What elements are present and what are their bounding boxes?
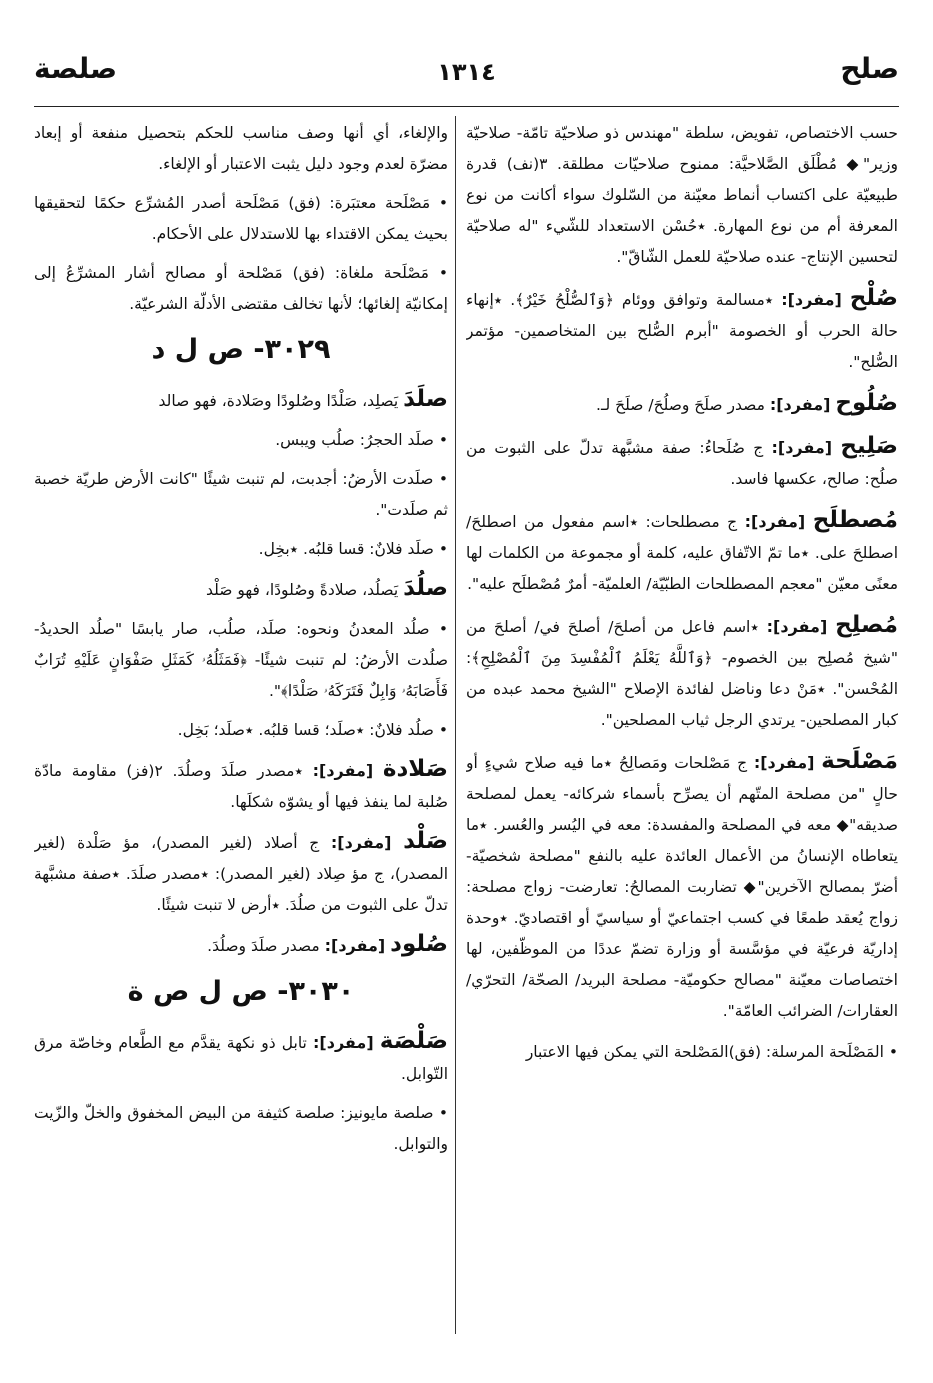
entry-headword: صَلادة — [382, 756, 448, 782]
entry-headword: صَلِيح — [840, 433, 898, 459]
entry-headword: صَلْصَة — [379, 1028, 448, 1054]
header-right-guide-word: صلح — [840, 52, 899, 85]
dictionary-entry — [34, 573, 448, 606]
dictionary-entry — [466, 388, 898, 421]
entry-text: ج أصلاد (لغير المصدر)، مؤ صَلْدة (لغير المصدر)، ج مؤ صِلاد (لغير المصدر): ٭مصدر صلَدَ. ٭صفة مشبَّهة تدلّ على الثبوت من صلُدَ. ٭أرض لا تنبت شيئًا. — [34, 834, 448, 914]
entry-text: • صلُد فلانٌ: ٭صلَد؛ قسا قلبُه. ٭صلَد؛ بَخِل. — [177, 721, 448, 739]
dictionary-entry — [34, 534, 448, 565]
dictionary-entry — [34, 1098, 448, 1160]
entry-text: يَصلُد، صلادةً وصُلودًا، فهو صَلْد — [206, 581, 399, 599]
entry-pos: [مفرد]: — [769, 395, 831, 414]
entry-text: حسب الاختصاص، تفويض، سلطة "مهندس ذو صلاحيّة تامّة- صلاحيّة وزير"◆ مُطْلَق الصَّلاحيَّة: ممنوح صلاحيّات مطلقة. ٣(نف) قدرة طبيعيّة على اكتساب أنماط معيّنة من السّلوك سواء أكانت من نوع المعرفة أم من نوع المهارة. ٭حُسْن الاستعداد للشّيء "له صلاحيّة لتحسين الإنتاج- عنده صلاحيّة للعمل الشّاقّ". — [466, 124, 898, 266]
dictionary-entry — [34, 384, 448, 417]
entry-text: • صلَدت الأرضُ: أجدبت، لم تنبت شيئًا "كانت الأرض طريّة خصبة ثم صلَدت". — [34, 470, 448, 519]
column-divider — [455, 116, 456, 1334]
entry-pos: [مفرد]: — [771, 438, 833, 457]
left-column — [34, 118, 448, 1338]
dictionary-entry — [466, 283, 898, 378]
entry-pos: [مفرد]: — [324, 936, 386, 955]
entry-headword: صَلْد — [403, 828, 448, 854]
dictionary-entry — [466, 1037, 898, 1068]
dictionary-entry — [466, 746, 898, 1027]
header-rule — [34, 106, 899, 107]
page-number: ١٣١٤ — [437, 58, 496, 86]
entry-headword: صلُدَ — [403, 575, 448, 601]
dictionary-entry — [34, 464, 448, 526]
entry-text: • مَصْلَحة معتبَرة: (فق) مَصْلَحة أصدر المُشرِّع حكمًا لتحقيقها بحيث يمكن الاقتداء بها للاستدلال على الأحكام. — [34, 194, 448, 243]
entry-text: يَصلِد، صَلْدًا وصُلودًا وصَلادة، فهو صالد — [158, 392, 399, 410]
entry-text: ج صُلَحاءُ: صفة مشبَّهة تدلّ على الثبوت من صلُح: صالح، عكسها فاسد. — [466, 439, 898, 488]
entry-text: • صلَد الحجرُ: صلُب ويبس. — [275, 431, 448, 449]
dictionary-entry — [34, 188, 448, 250]
entry-text: ج مَصْلحات ومَصالِحُ ٭ما فيه صلاح شيءٍ أو حالٍ "من مصلحة المتّهم أن يصرِّح بأسماء شركائه- يعمل لمصلحة صديقه"◆ معه في المصلحة والمفسدة: معه في اليُسر والعُسر. ٭ما يتعاطاه الإنسانُ من الأعمال العائدة عليه بالنفع "مصلحة شخصيّة- أضرّ بمصالح الآخرين"◆ تضاربت المصالحُ: تعارضت- زواج مصلحة: زواج يُعقد طمعًا في كسب اجتماعيّ أو سياسيّ أو اقتصاديّ. ٭وحدة إداريّة فرعيّة في مؤسَّسة أو وزارة تضمّ عددًا من الموظّفين، لها اختصاصات معيّنة "مصالح حكوميّة- مصلحة البريد/ الصحّة/ التحرّي/ العقارات/ الضرائب العامّة". — [466, 754, 898, 1020]
entry-text: تابل ذو نكهة يقدَّم مع الطَّعام وخاصّة مرق التّوابل. — [34, 1034, 448, 1083]
root-section-heading: ٣٠٣٠- ص ل ص ة — [127, 976, 355, 1007]
entry-pos: [مفرد]: — [753, 753, 815, 772]
entry-headword: صلَدَ — [403, 386, 448, 412]
dictionary-entry — [34, 425, 448, 456]
entry-pos: [مفرد]: — [312, 761, 374, 780]
entry-text: • مَصْلَحة ملغاة: (فق) مَصْلحة أو مصالح أشار المشرِّعُ إلى إمكانيّة إلغائها؛ لأنها تخالف مقتضى الأدلّة الشرعيّة. — [34, 264, 448, 313]
dictionary-entry — [34, 929, 448, 962]
dictionary-entry — [34, 715, 448, 746]
dictionary-entry — [34, 614, 448, 707]
entry-text: مصدر صلَدَ وصلُدَ. — [207, 937, 320, 955]
dictionary-entry — [34, 1026, 448, 1090]
entry-text: • صلَد فلانٌ: قسا قلبُه. ٭بخِل. — [258, 540, 448, 558]
dictionary-entry — [466, 505, 898, 600]
dictionary-entry — [34, 118, 448, 180]
entry-text: • صلصة مايونيز: صلصة كثيفة من البيض المخفوق والخلّ والزّيت والتوابل. — [34, 1104, 448, 1153]
entry-headword: صُلود — [390, 931, 448, 957]
entry-text: ٭مصدر صلَدَ وصلُدَ. ٢(فز) مقاومة مادّة صُلبة لما ينفذ فيها أو يشوّه شكلَها. — [34, 762, 448, 811]
dictionary-entry — [34, 754, 448, 818]
dictionary-entry — [466, 431, 898, 495]
entry-text: والإلغاء، أي أنها وصف مناسب للحكم بتحصيل منفعة أو إبعاد مضرّة لعدم وجود دليل يثبت الاعتبار أو الإلغاء. — [34, 124, 448, 173]
entry-headword: مُصطلَح — [812, 507, 898, 533]
dictionary-entry — [466, 118, 898, 273]
entry-text: مصدر صلَحَ وصلُحَ/ صلَحَ لـ. — [596, 396, 765, 414]
entry-text: • المَصْلَحة المرسلة: (فق)المَصْلحة التي يمكن فيها الاعتبار — [525, 1043, 898, 1061]
dictionary-entry — [34, 826, 448, 921]
dictionary-entry — [34, 258, 448, 320]
entry-text: ٭اسم فاعل من أصلحَ/ أصلحَ في/ أصلحَ من "شيخ مُصلِح بين الخصوم- ﴿وَٱللَّهُ يَعْلَمُ ٱلْمُفْسِدَ مِنَ ٱلْمُصْلِحِ﴾: المُحْسن". ٭مَنْ دعا وناضل لفائدة الإصلاح "الشيخ محمد عبده من كبار المصلحين- يرتدي الرجل ثياب المصلحين". — [466, 618, 898, 729]
entry-headword: مَصْلَحة — [821, 748, 898, 774]
right-column — [466, 118, 898, 1338]
entry-text: • صلُد المعدنُ ونحوه: صلَد، صلُب، صار يابسًا "صلُد الحديدُ- صلُدت الأرضُ: لم تنبت شيئًا- ﴿فَمَثَلُهُۥ كَمَثَلِ صَفْوَانٍ عَلَيْهِ تُرَابٌ فَأَصَابَهُۥ وَابِلٌ فَتَرَكَهُۥ صَلْدًا﴾". — [34, 620, 448, 700]
header-left-guide-word: صلصة — [34, 52, 118, 85]
entry-headword: صُلُوح — [835, 390, 898, 416]
entry-pos: [مفرد]: — [313, 1033, 374, 1052]
root-section-heading: ٣٠٢٩- ص ل د — [151, 334, 331, 365]
entry-text: ٭مسالمة وتوافق ووئام ﴿وَٱلصُّلْحُ خَيْرٌ﴾. ٭إنهاء حالة الحرب أو الخصومة "أبرم الصُّلح بين المتخاصمين- مؤتمر الصُّلح". — [466, 291, 898, 371]
entry-headword: صُلْح — [849, 285, 898, 311]
dictionary-entry — [466, 610, 898, 736]
entry-pos: [مفرد]: — [766, 617, 828, 636]
entry-pos: [مفرد]: — [781, 290, 842, 309]
entry-text: ج مصطلحات: ٭اسم مفعول من اصطلحَ/ اصطلحَ على. ٭ما تمّ الاتّفاق عليه، كلمة أو مجموعة من الكلمات لها معنًى معيّن "معجم المصطلحات الطبّيّة/ العلميّة- أمرٌ مُصْطلَح عليه". — [466, 513, 898, 593]
page-header — [34, 46, 899, 110]
entry-pos: [مفرد]: — [744, 512, 806, 531]
entry-pos: [مفرد]: — [330, 833, 392, 852]
entry-headword: مُصلِح — [835, 612, 898, 638]
